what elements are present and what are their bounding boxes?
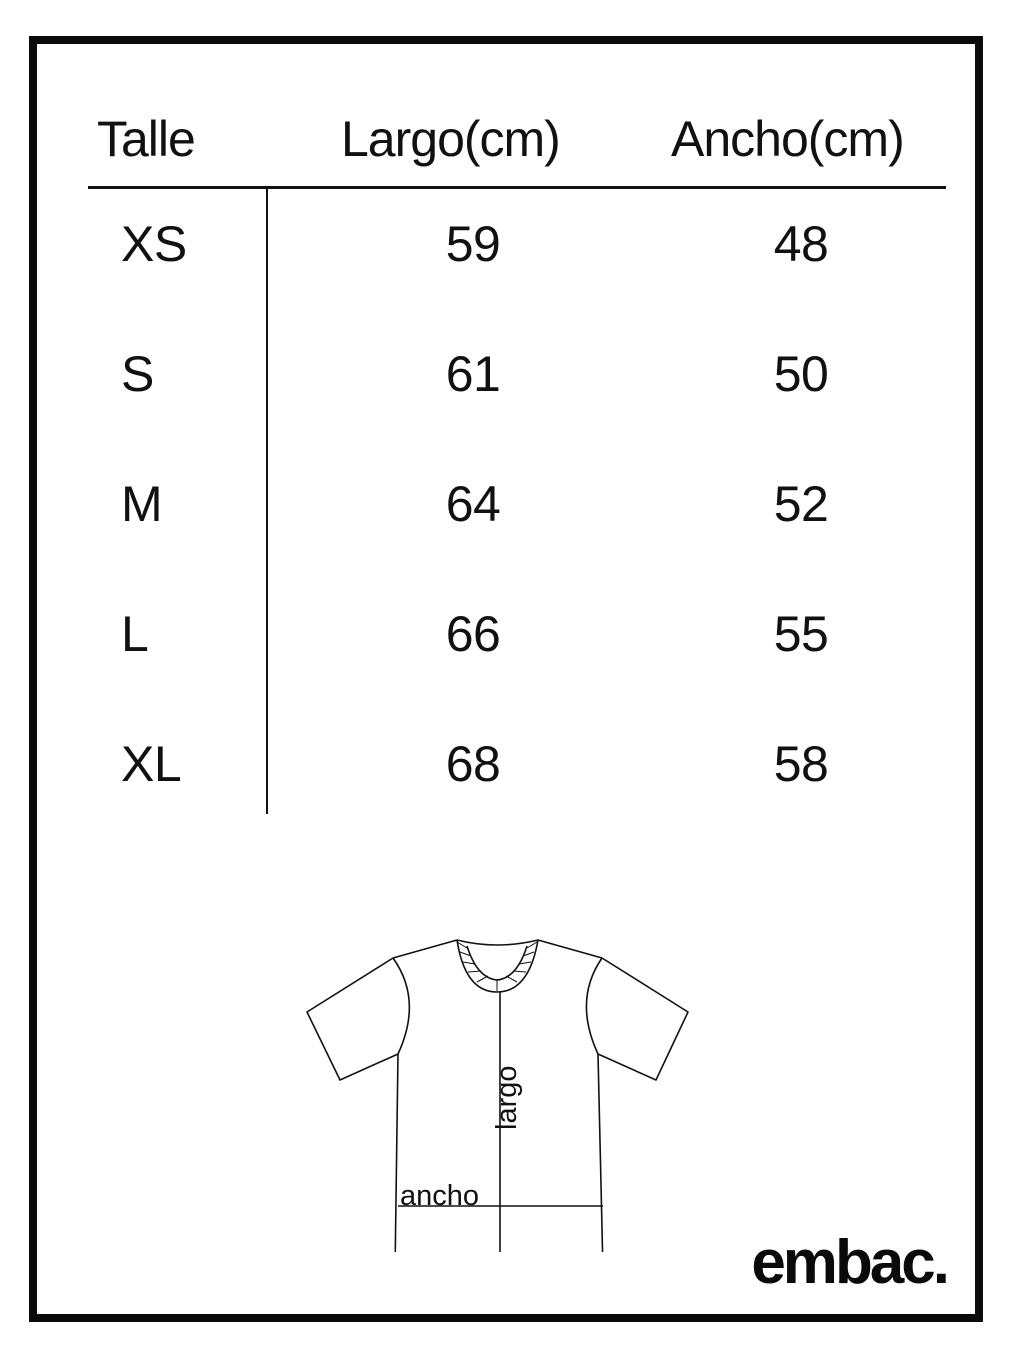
size-cell: XS <box>121 216 187 272</box>
length-cell: 66 <box>445 606 501 662</box>
header-length: Largo(cm) <box>341 111 560 167</box>
length-label: largo <box>491 1065 523 1130</box>
length-cell: 61 <box>445 346 501 402</box>
length-cell: 59 <box>445 216 501 272</box>
table-row <box>37 709 975 839</box>
width-cell: 55 <box>773 606 829 662</box>
width-cell: 52 <box>773 476 829 532</box>
header-size: Talle <box>97 111 195 167</box>
width-label: ancho <box>400 1180 480 1212</box>
size-cell: M <box>121 476 163 532</box>
size-table-body <box>37 189 975 839</box>
length-cell: 68 <box>445 736 501 792</box>
size-cell: L <box>121 606 149 662</box>
table-row <box>37 319 975 449</box>
brand-logo: embac. <box>751 1228 947 1297</box>
header-width: Ancho(cm) <box>671 111 904 167</box>
width-cell: 48 <box>773 216 829 272</box>
size-cell: XL <box>121 736 182 792</box>
size-cell: S <box>121 346 154 402</box>
width-cell: 50 <box>773 346 829 402</box>
t-shirt-diagram <box>297 892 697 1252</box>
size-chart-frame <box>29 36 983 1322</box>
table-row <box>37 189 975 319</box>
table-row <box>37 449 975 579</box>
table-row <box>37 579 975 709</box>
length-cell: 64 <box>445 476 501 532</box>
width-cell: 58 <box>773 736 829 792</box>
